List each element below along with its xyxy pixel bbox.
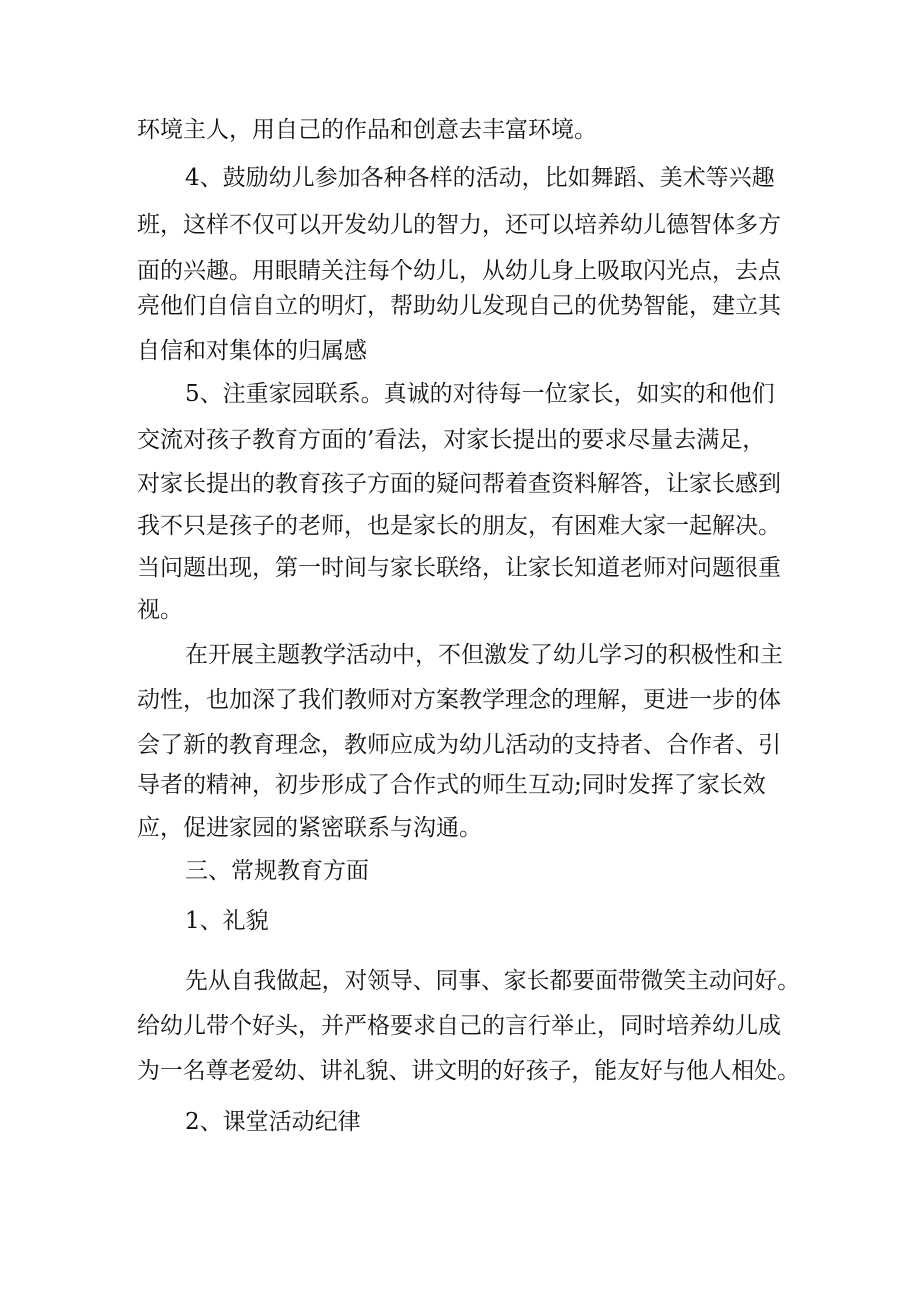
text-line-content: 为一名尊老爱幼、讲礼貌、讲文明的好孩子，能友好与他人相处。 (137, 1058, 800, 1084)
text-line-content: 自信和对集体的归属感 (137, 338, 367, 364)
text-line-content: 动性，也加深了我们教师对方案教学理念的理解，更进一步的体 (137, 687, 781, 713)
text-line-content: 当问题出现，第一时间与家长联络，让家长知道老师对问题很重 (137, 555, 781, 581)
text-line-content: 我不只是孩子的老师，也是家长的朋友，有困难大家一起解决。 (137, 513, 781, 539)
text-line (0, 762, 920, 808)
text-line-content: 视。 (137, 597, 183, 623)
text-line-content: 三、常规教育方面 (185, 858, 369, 884)
text-line-content: 先从自我做起，对领导、同事、家长都要面带微笑主动问好。 (185, 968, 800, 994)
text-line (0, 1099, 920, 1145)
text-line-content: 1、礼貌 (185, 908, 269, 934)
text-line (0, 283, 920, 329)
text-line-content: 在开展主题教学活动中，不但激发了幼儿学习的积极性和主 (185, 642, 783, 668)
text-line-content: 面的兴趣。用眼睛关注每个幼儿，从幼儿身上吸取闪光点，去点 (137, 258, 781, 284)
text-line (0, 898, 920, 944)
text-line-content: 会了新的教育理念，教师应成为幼儿活动的支持者、合作者、引 (137, 732, 781, 758)
text-line-content: 环境主人，用自己的作品和创意去丰富环境。 (137, 117, 597, 143)
text-line (0, 587, 920, 633)
text-line-content: 给幼儿带个好头，并严格要求自己的言行举止，同时培养幼儿成 (137, 1013, 781, 1039)
text-line (0, 958, 920, 1004)
text-line-content: 导者的精神，初步形成了合作式的师生互动;同时发挥了家长效 (137, 772, 766, 798)
text-line (0, 417, 920, 463)
text-line-content: 对家长提出的教育孩子方面的疑问帮着查资料解答，让家长感到 (137, 471, 781, 497)
text-line (0, 155, 920, 201)
text-line (0, 545, 920, 591)
text-line (0, 371, 920, 417)
text-line (0, 1048, 920, 1094)
text-line (0, 632, 920, 678)
text-line (0, 677, 920, 723)
text-line (0, 805, 920, 851)
text-line (0, 848, 920, 894)
text-line-content: 班，这样不仅可以开发幼儿的智力，还可以培养幼儿德智体多方 (137, 212, 781, 238)
text-line (0, 461, 920, 507)
text-line (0, 1003, 920, 1049)
text-line (0, 107, 920, 153)
text-line (0, 328, 920, 374)
text-line (0, 503, 920, 549)
text-line-content: 5、注重家园联系。真诚的对待每一位家长，如实的和他们 (185, 381, 775, 407)
text-line-content: 应，促进家园的紧密联系与沟通。 (137, 815, 482, 841)
text-line (0, 202, 920, 248)
text-line-content: 交流对孩子教育方面的’看法，对家长提出的要求尽量去满足， (137, 427, 766, 453)
text-line-content: 2、课堂活动纪律 (185, 1109, 361, 1135)
text-line-content: 亮他们自信自立的明灯，帮助幼儿发现自己的优势智能，建立其 (137, 293, 781, 319)
text-line-content: 4、鼓励幼儿参加各种各样的活动，比如舞蹈、美术等兴趣 (185, 165, 775, 191)
